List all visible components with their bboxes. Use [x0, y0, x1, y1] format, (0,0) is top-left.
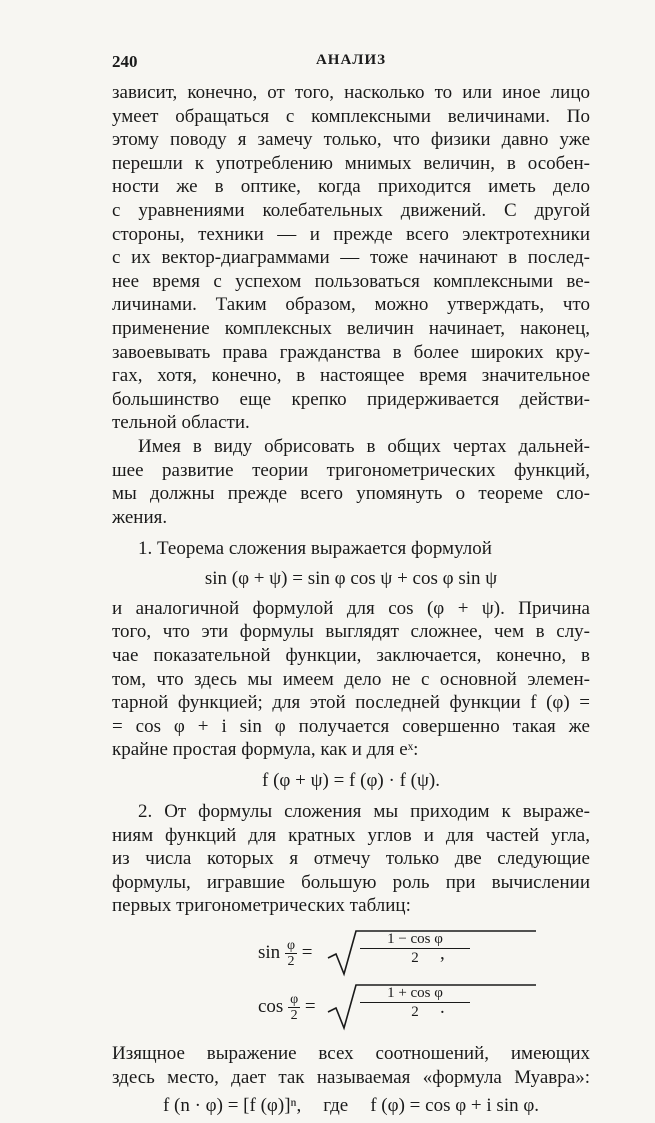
formula-exponential-property: f (φ + ψ) = f (φ) · f (ψ). [262, 770, 440, 792]
text-line: 2. От формулы сложения мы приходим к выраже- [138, 801, 590, 823]
text-line: мы должны прежде всего упомянуть о теореме сло- [112, 483, 590, 505]
text-line: ности же в оптике, когда приходится иметь дело [112, 176, 590, 198]
paragraph-1 [112, 81, 590, 435]
formula-lhs: sin $\frac{\varphi}{2}$ = [258, 938, 313, 969]
paragraph-3 [112, 597, 590, 762]
radicand: $\frac{\text{1 − cos φ}}{2}$ [360, 930, 550, 967]
paragraph-5 [112, 1042, 590, 1089]
text-line: = cos φ + i sin φ получается совершенно такая же [112, 715, 590, 737]
text-line: с уравнениями колебательных движений. С другой [112, 199, 590, 221]
text-line: завоевывать права гражданства в более широких кру- [112, 341, 590, 363]
page-header [112, 52, 590, 76]
formula-half-angle-sin: sin $\frac{\varphi}{2}$ = $\frac{\text{1 − cos φ}}{2}$ , [112, 926, 590, 980]
page-body [112, 81, 590, 1123]
paragraph-4 [112, 800, 590, 918]
page-number: 240 [112, 52, 138, 71]
theorem-intro: 1. Теорема сложения выражается формулой [138, 538, 492, 560]
text-line: гах, хотя, конечно, в настоящее время значительное [112, 365, 590, 387]
text-line: нее время с успехом пользоваться комплексными ве- [112, 270, 590, 292]
text-line: тарной функцией; для этой последней функции f (φ) = [112, 692, 590, 714]
text-line: крайне простая формула, как и для eˣ: [112, 739, 419, 761]
text-line: перешли к употреблению мнимых величин, в особен- [112, 152, 590, 174]
text-line: том, что здесь мы имеем дело не с основной элемен- [112, 668, 590, 690]
text-line: зависит, конечно, от того, насколько то или иное лицо [112, 82, 590, 103]
paragraph-2 [112, 435, 590, 529]
text-line: ниям функций для кратных углов и для частей угла, [112, 824, 590, 846]
running-title: АНАЛИЗ [315, 52, 387, 68]
text-line: первых тригонометрических таблиц: [112, 895, 411, 917]
text-line: жения. [112, 506, 168, 528]
text-line: и аналогичной формулой для cos (φ + ψ). Причина [112, 597, 590, 619]
text-line: большинство еще крепко придерживается действи- [112, 388, 590, 410]
formula-lhs: cos $\frac{\varphi}{2}$ = [258, 992, 316, 1023]
text-line: умеет обращаться с комплексными величинами. По [112, 105, 590, 127]
formula-de-moivre: f (n · φ) = [f (φ)]ⁿ, где f (φ) = cos φ + i sin φ. [162, 1095, 540, 1117]
text-line: с их вектор-диаграммами — тоже начинают в послед- [112, 247, 590, 269]
text-line: этому поводу я замечу только, что физики давно уже [112, 129, 590, 151]
text-line: Изящное выражение всех соотношений, имеющих [112, 1043, 590, 1064]
text-line: шее развитие теории тригонометрических функций, [112, 459, 590, 481]
text-line: того, что эти формулы выглядят сложнее, чем в слу- [112, 621, 590, 643]
text-line: личинами. Таким образом, можно утверждать, что [112, 294, 590, 316]
text-line: из числа которых я отмечу только две следующие [112, 848, 590, 870]
formula-addition-theorem: sin (φ + ψ) = sin φ cos ψ + cos φ sin ψ [204, 567, 498, 589]
text-line: формулы, игравшие большую роль при вычислении [112, 871, 590, 893]
text-line: тельной области. [112, 412, 250, 434]
text-line: применение комплексных величин начинает, наконец, [112, 317, 590, 339]
radicand: $\frac{\text{1 + cos φ}}{2}$ [360, 984, 550, 1021]
text-line: здесь место, дает так называемая «формула Муавра»: [112, 1066, 590, 1088]
text-line: стороны, техники — и прежде всего электротехники [112, 223, 590, 245]
formula-half-angle-cos: cos $\frac{\varphi}{2}$ = $\frac{\text{1 + cos φ}}{2}$ . [112, 980, 590, 1034]
text-line: чае показательной функции, заключается, конечно, в [112, 645, 590, 667]
text-line: Имея в виду обрисовать в общих чертах дальней- [138, 435, 590, 457]
